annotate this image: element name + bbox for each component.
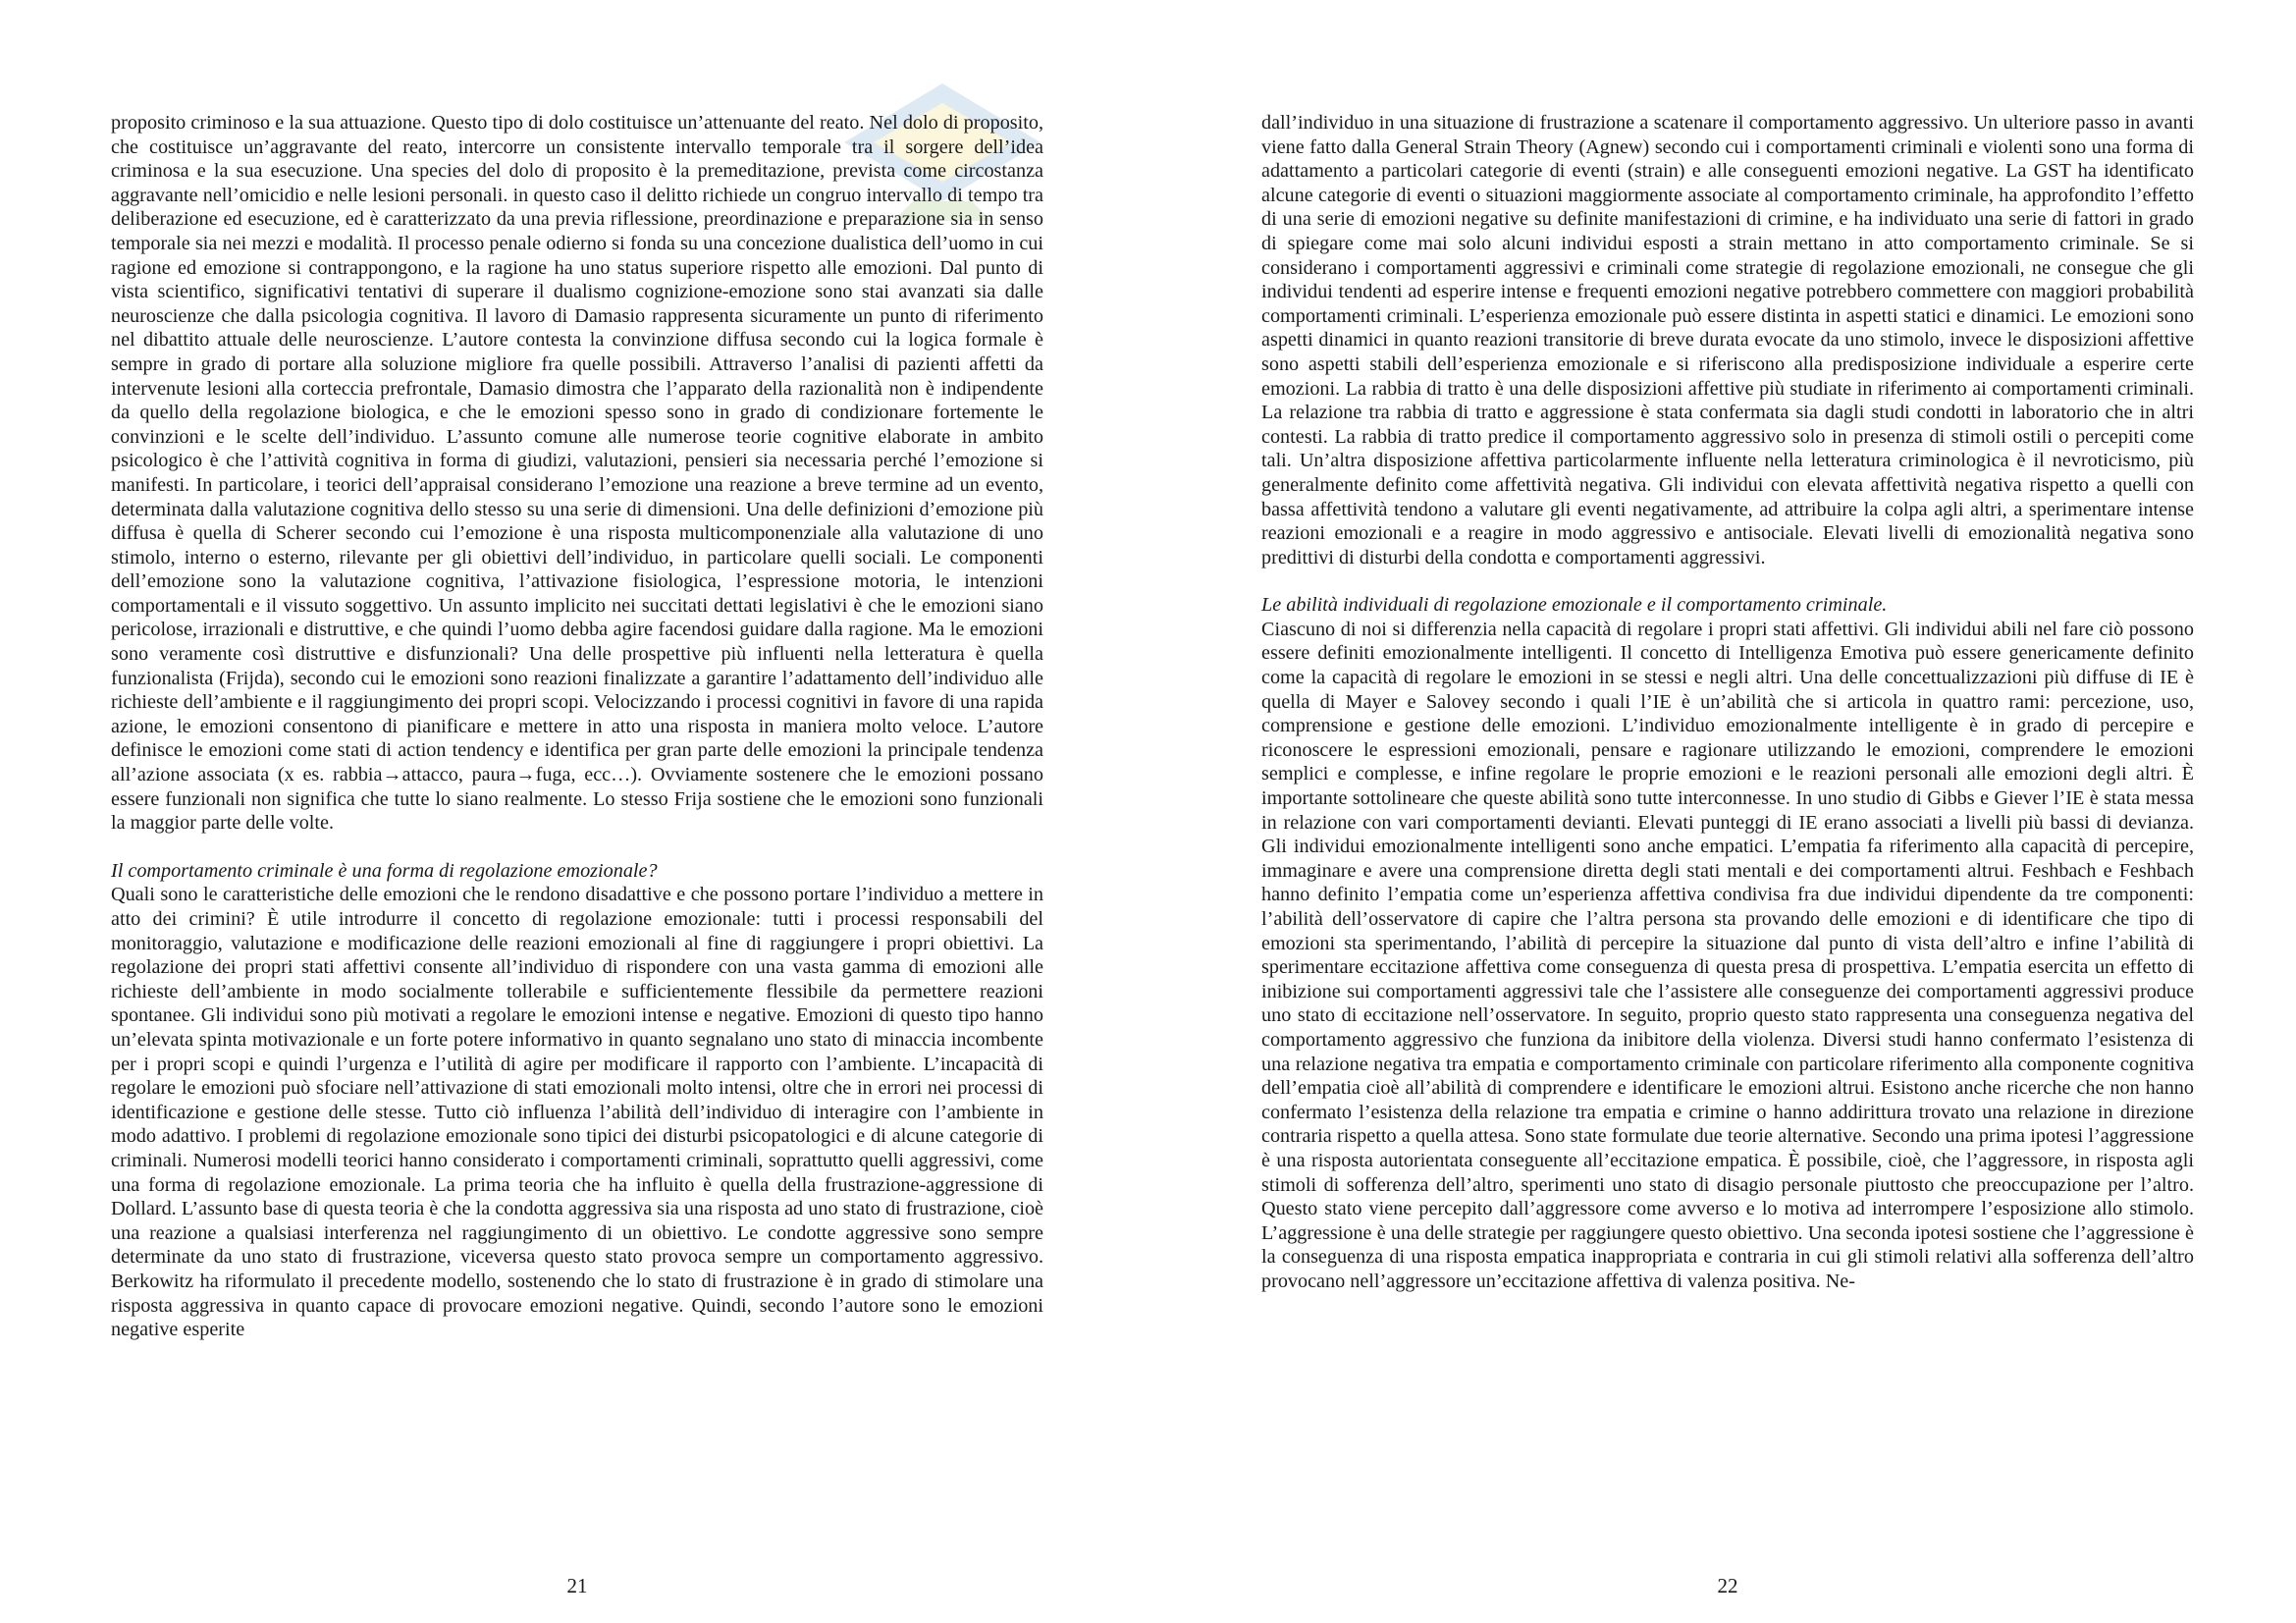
- page-number-right: 22: [1717, 1574, 1738, 1597]
- page-number-left: 21: [566, 1574, 588, 1597]
- right-page-column: [1261, 111, 2194, 1294]
- right-paragraph-2: Ciascuno di noi si differenzia nella capacità di regolare i propri stati affettivi. Gli individui abili nel fare ciò possono essere definiti emozionalmente intelligenti. Il concetto di Intelligenza Emotiva può essere genericamente definito come la capacità di regolare le emozioni in se stessi e negli altri. Una delle concettualizzazioni più diffuse di IE è quella di Mayer e Salovey secondo i quali l’IE è un’abilità che si articola in quattro rami: percezione, uso, comprensione e gestione delle emozioni. L’individuo emozionalmente intelligente è in grado di percepire e riconoscere le espressioni emozionali, pensare e ragionare utilizzando le emozioni, comprendere le emozioni semplici e complesse, e infine regolare le proprie emozioni e le reazioni personali alle emozioni degli altri. È importante sottolineare che queste abilità sono tutte interconnesse. In uno studio di Gibbs e Giever l’IE è stata messa in relazione con vari comportamenti devianti. Elevati punteggi di IE erano associati a livelli più bassi di devianza. Gli individui emozionalmente intelligenti sono anche empatici. L’empatia fa riferimento alla capacità di percepire, immaginare e avere una comprensione diretta degli stati mentali e dei comportamenti altrui. Feshbach e Feshbach hanno definito l’empatia come un’esperienza affettiva condivisa fra due individui dipendente da tre componenti: l’abilità dell’osservatore di capire che l’altra persona sta provando delle emozioni e di identificare che tipo di emozioni sta sperimentando, l’abilità di percepire la situazione dal punto di vista dell’altro e infine l’abilità di sperimentare eccitazione affettiva come conseguenza di questa presa di prospettiva. L’empatia esercita un effetto di inibizione sui comportamenti aggressivi tale che l’assistere alle conseguenze dei comportamenti aggressivi produce uno stato di eccitazione nell’osservatore. In seguito, proprio questo stato rappresenta una conseguenza negativa del comportamento aggressivo che funziona da inibitore della violenza. Diversi studi hanno confermato l’esistenza di una relazione negativa tra empatia e comportamento criminale con particolare riferimento alla componente cognitiva dell’empatia cioè all’abilità di comprendere e identificare le emozioni altrui. Esistono anche ricerche che non hanno confermato l’esistenza della relazione tra empatia e crimine o hanno addirittura trovato una relazione in direzione contraria rispetto a quella attesa. Sono state formulate due teorie alternative. Secondo una prima ipotesi l’aggressione è una risposta autorientata conseguente all’eccitazione empatica. È possibile, cioè, che l’aggressore, in risposta agli stimoli di sofferenza dell’altro, sperimenti uno stato di disagio personale piuttosto che preoccupazione per l’altro. Questo stato viene percepito dall’aggressore come avverso e lo motiva ad interrompere l’esposizione allo stimolo. L’aggressione è una delle strategie per raggiungere questo obiettivo. Una seconda ipotesi sostiene che l’aggressione è la conseguenza di una risposta empatica inappropriata e contraria in cui gli stimoli relativi alla sofferenza dell’altro provocano nell’aggressore un’eccitazione affettiva di valenza positiva. Ne-: [1261, 618, 2194, 1292]
- right-paragraph-1: dall’individuo in una situazione di frustrazione a scatenare il comportamento aggressivo. Un ulteriore passo in avanti viene fatto dalla General Strain Theory (Agnew) secondo cui i comportamenti criminali e violenti sono una forma di adattamento a particolari categorie di eventi (strain) e alle conseguenti emozioni negative. La GST ha identificato alcune categorie di eventi o situazioni maggiormente associate al comportamento criminale, ha approfondito l’effetto di una serie di emozioni negative su definite manifestazioni di crimine, e ha individuato una serie di fattori in grado di spiegare come mai solo alcuni individui esposti a strain mettano in atto comportamento criminale. Se si considerano i comportamenti aggressivi e criminali come strategie di regolazione emozionali, ne consegue che gli individui tendenti ad esperire intense e frequenti emozioni negative potrebbero commettere con maggiori probabilità comportamenti criminali. L’esperienza emozionale può essere distinta in aspetti statici e dinamici. Le emozioni sono aspetti dinamici in quanto reazioni transitorie di breve durata evocate da uno stimolo, invece le disposizioni affettive sono aspetti stabili dell’esperienza emozionale e si riferiscono alla predisposizione individuale a esperire certe emozioni. La rabbia di tratto è una delle disposizioni affettive più studiate in riferimento ai comportamenti criminali. La relazione tra rabbia di tratto e aggressione è stata confermata sia dagli studi condotti in laboratorio che in altri contesti. La rabbia di tratto predice il comportamento aggressivo solo in presenza di stimoli ostili o percepiti come tali. Un’altra disposizione affettiva particolarmente influente nella letteratura criminologica è il nevroticismo, più generalmente definito come affettività negativa. Gli individui con elevata affettività negativa rispetto a quelli con bassa affettività tendono a valutare gli eventi negativamente, ad attribuire la colpa agli altri, a sperimentare intense reazioni emozionali e a reagire in modo aggressivo e antisociale. Elevati livelli di emozionalità negativa sono predittivi di disturbi della condotta e comportamenti aggressivi.: [1261, 112, 2194, 568]
- left-paragraph-1: proposito criminoso e la sua attuazione. Questo tipo di dolo costituisce un’attenuante del reato. Nel dolo di proposito, che costituisce un’aggravante del reato, intercorre un consistente intervallo temporale tra il sorgere dell’idea criminosa e la sua esecuzione. Una species del dolo di proposito è la premeditazione, prevista come circostanza aggravante nell’omicidio e nelle lesioni personali. in questo caso il delitto richiede un congruo intervallo di tempo tra deliberazione ed esecuzione, ed è caratterizzato da una previa riflessione, preordinazione e preparazione sia in senso temporale sia nei mezzi e modalità. Il processo penale odierno si fonda su una concezione dualistica dell’uomo in cui ragione ed emozione si contrappongono, e la ragione ha uno status superiore rispetto alle emozioni. Dal punto di vista scientifico, significativi tentativi di superare il dualismo cognizione-emozione sono stai avanzati sia dalle neuroscienze che dalla psicologia cognitiva. Il lavoro di Damasio rappresenta sicuramente un punto di riferimento nel dibattito attuale delle neuroscienze. L’autore contesta la convinzione diffusa secondo cui la logica formale è sempre in grado di portare alla soluzione migliore fra quelle possibili. Attraverso l’analisi di pazienti affetti da intervenute lesioni alla corteccia prefrontale, Damasio dimostra che l’apparato della razionalità non è indipendente da quello della regolazione biologica, e che le emozioni spesso sono in grado di condizionare fortemente le convinzioni e le scelte dell’individuo. L’assunto comune alle numerose teorie cognitive elaborate in ambito psicologico è che l’attività cognitiva in forma di giudizi, valutazioni, pensieri sia necessaria perché l’emozione si manifesti. In particolare, i teorici dell’appraisal considerano l’emozione una reazione a breve termine ad un evento, determinata dalla valutazione cognitiva dello stesso su una serie di dimensioni. Una delle definizioni d’emozione più diffusa è quella di Scherer secondo cui l’emozione è una risposta multicomponenziale alla valutazione di uno stimolo, interno o esterno, rilevante per gli obiettivi dell’individuo, in particolare quelli sociali. Le componenti dell’emozione sono la valutazione cognitiva, l’attivazione fisiologica, l’espressione motoria, le intenzioni comportamentali e il vissuto soggettivo. Un assunto implicito nei succitati dettati legislativi è che le emozioni siano pericolose, irrazionali e distruttive, e che quindi l’uomo debba agire facendosi guidare dalla ragione. Ma le emozioni sono veramente così distruttive e disfunzionali? Una delle prospettive più influenti nella letteratura è quella funzionalista (Frijda), secondo cui le emozioni sono reazioni finalizzate a garantire l’adattamento dell’individuo alle richieste dell’ambiente e il raggiungimento dei propri scopi. Velocizzando i processi cognitivi in favore di una rapida azione, le emozioni consentono di pianificare e mettere in atto una risposta in maniera molto veloce. L’autore definisce le emozioni come stati di action tendency e identifica per gran parte delle emozioni la principale tendenza all’azione associata (x es. rabbia→attacco, paura→fuga, ecc…). Ovviamente sostenere che le emozioni possano essere funzionali non significa che tutte lo siano realmente. Lo stesso Frija sostiene che le emozioni sono funzionali la maggior parte delle volte.: [111, 112, 1043, 835]
- left-page-column: [111, 111, 1043, 1342]
- left-section-heading: Il comportamento criminale è una forma di regolazione emozionale?: [111, 859, 658, 882]
- right-section-heading: Le abilità individuali di regolazione emozionale e il comportamento criminale.: [1261, 594, 1888, 617]
- left-paragraph-2: Quali sono le caratteristiche delle emozioni che le rendono disadattive e che possono portare l’individuo a mettere in atto dei crimini? È utile introdurre il concetto di regolazione emozionale: tutti i processi responsabili del monitoraggio, valutazione e modificazione delle reazioni emozionali al fine di raggiungere i propri obiettivi. La regolazione dei propri stati affettivi consente all’individuo di rispondere con una vasta gamma di emozioni alle richieste dell’ambiente in modo socialmente tollerabile e sufficientemente flessibile da permettere reazioni spontanee. Gli individui sono più motivati a regolare le emozioni intense e negative. Emozioni di questo tipo hanno un’elevata spinta motivazionale e un forte potere informativo in quanto segnalano uno stato di minaccia incombente per i propri scopi e quindi l’urgenza e l’utilità di agire per modificare il rapporto con l’ambiente. L’incapacità di regolare le emozioni può sfociare nell’attivazione di stati emozionali molto intensi, oltre che in errori nei processi di identificazione e gestione delle stesse. Tutto ciò influenza l’abilità dell’individuo di interagire con l’ambiente in modo adattivo. I problemi di regolazione emozionale sono tipici dei disturbi psicopatologici e di alcune categorie di criminali. Numerosi modelli teorici hanno considerato i comportamenti criminali, soprattutto quelli aggressivi, come una forma di regolazione emozionale. La prima teoria che ha influito è quella della frustrazione-aggressione di Dollard. L’assunto base di questa teoria è che la condotta aggressiva sia una risposta ad uno stato di frustrazione, cioè una reazione a qualsiasi interferenza nel raggiungimento di un obiettivo. Le condotte aggressive sono sempre determinate da uno stato di frustrazione, viceversa questo stato provoca sempre un comportamento aggressivo. Berkowitz ha riformulato il precedente modello, sostenendo che lo stato di frustrazione è in grado di stimolare una risposta aggressiva in quanto capace di provocare emozioni negative. Quindi, secondo l’autore sono le emozioni negative esperite: [111, 884, 1043, 1341]
